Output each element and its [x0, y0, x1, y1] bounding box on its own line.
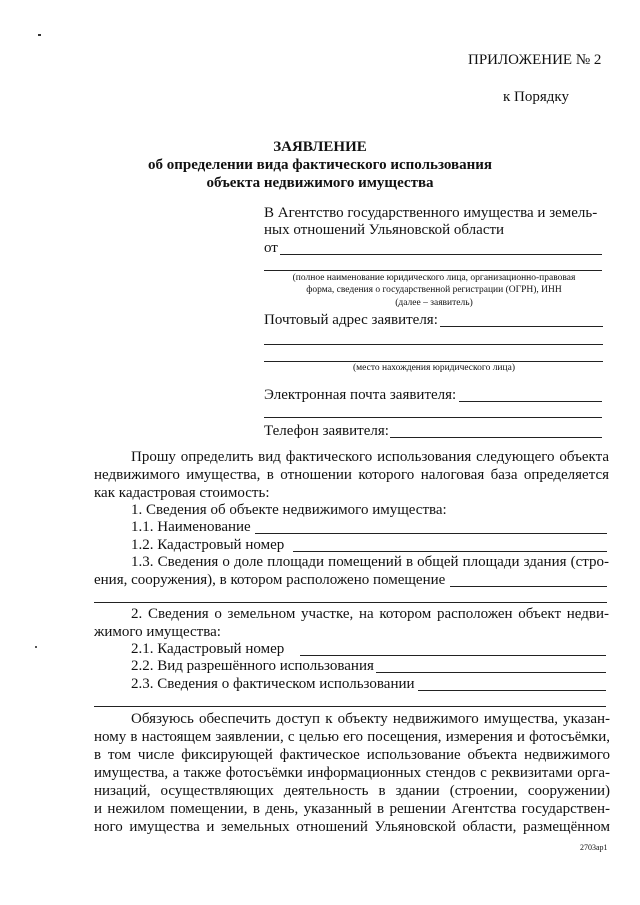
area-share-field-2[interactable] [94, 602, 607, 603]
scan-speck [35, 646, 37, 648]
object-cadastral-label: 1.2. Кадастровый номер [131, 537, 285, 553]
postal-address-note: (место нахождения юридического лица) [353, 363, 515, 373]
request-line-1: Прошу определить вид фактического использования следующего объекта [131, 449, 609, 465]
applicant-note-3: (далее – заявитель) [395, 298, 473, 308]
obligation-line-3: в том числе фиксирующей фактическое использование объекта недвижимого [94, 747, 610, 763]
obligation-line-6: и нежилом помещении, в день, указанный в решении Агентства государствен- [94, 801, 610, 817]
addressee-line-1: В Агентство государственного имущества и земель- [264, 205, 598, 221]
applicant-note-1: (полное наименование юридического лица, организационно-правовая [292, 273, 576, 283]
section-2-line-1: 2. Сведения о земельном участке, на котором расположен объект недви- [131, 606, 609, 622]
permitted-use-field[interactable] [376, 672, 606, 673]
area-share-line-2: ения, сооружения), в котором расположено помещение [94, 572, 446, 588]
request-line-3: как кадастровая стоимость: [94, 485, 270, 501]
postal-address-field[interactable] [440, 326, 603, 327]
applicant-name-field[interactable] [280, 254, 602, 255]
appendix-label: ПРИЛОЖЕНИЕ № 2 [468, 52, 602, 68]
postal-address-field-3[interactable] [264, 361, 603, 362]
email-field-2[interactable] [264, 417, 602, 418]
document-code: 2703ap1 [580, 843, 608, 852]
postal-address-field-2[interactable] [264, 344, 603, 345]
actual-use-label: 2.3. Сведения о фактическом использовании [131, 676, 415, 692]
obligation-line-7: ного имущества и земельных отношений Ульяновской области, размещённом [94, 819, 610, 835]
postal-address-label: Почтовый адрес заявителя: [264, 312, 438, 328]
phone-label: Телефон заявителя: [264, 423, 389, 439]
permitted-use-label: 2.2. Вид разрешённого использования [131, 658, 374, 674]
addressee-line-2: ных отношений Ульяновской области [264, 222, 505, 238]
section-2-line-2: жимого имущества: [94, 624, 221, 640]
object-name-label: 1.1. Наименование [131, 519, 251, 535]
land-cadastral-field[interactable] [300, 655, 606, 656]
obligation-line-5: низаций, осуществляющих деятельность в здании (строении, сооружении) [94, 783, 610, 799]
email-label: Электронная почта заявителя: [264, 387, 457, 403]
title-line-1: об определении вида фактического использования [147, 157, 493, 173]
scan-speck [38, 34, 41, 36]
obligation-line-2: ному в настоящем заявлении, с целью его посещения, измерения и фотосъёмки, [94, 729, 610, 745]
obligation-line-1: Обязуюсь обеспечить доступ к объекту недвижимого имущества, указан- [131, 711, 610, 727]
obligation-line-4: имущества, а также фотосъёмки информационных стендов с реквизитами орга- [94, 765, 610, 781]
area-share-line-1: 1.3. Сведения о доле площади помещений в общей площади здания (стро- [131, 554, 609, 570]
applicant-note-2: форма, сведения о государственной регистрации (ОГРН), ИНН [306, 285, 562, 295]
object-cadastral-field[interactable] [293, 551, 607, 552]
actual-use-field[interactable] [418, 690, 606, 691]
section-1-title: 1. Сведения об объекте недвижимого имущества: [131, 502, 447, 518]
page-title: ЗАЯВЛЕНИЕ [273, 139, 367, 155]
title-line-2: объекта недвижимого имущества [206, 175, 434, 191]
land-cadastral-label: 2.1. Кадастровый номер [131, 641, 285, 657]
order-reference: к Порядку [503, 89, 569, 105]
actual-use-field-2[interactable] [94, 706, 606, 707]
object-name-field[interactable] [255, 533, 607, 534]
applicant-name-field-2[interactable] [264, 270, 602, 271]
phone-field[interactable] [390, 437, 602, 438]
request-line-2: недвижимого имущества, в отношении которого налоговая база определяется [94, 467, 609, 483]
area-share-field[interactable] [450, 586, 607, 587]
from-label: от [264, 240, 278, 256]
email-field[interactable] [459, 401, 602, 402]
